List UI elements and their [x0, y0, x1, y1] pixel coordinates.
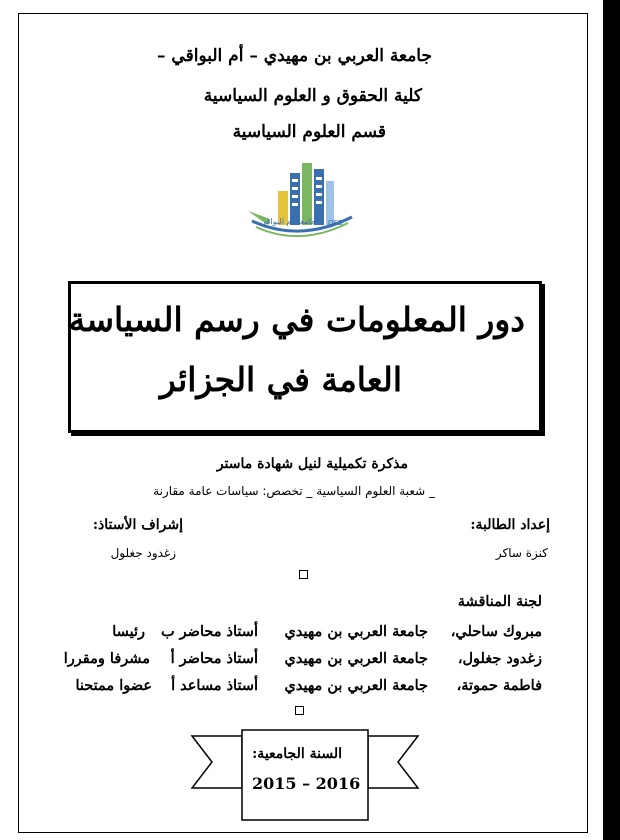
- member-rank: أستاذ محاضر ب: [160, 623, 258, 640]
- department-name: قسم العلوم السياسية: [232, 122, 386, 142]
- student-name: كنزة ساكر: [495, 546, 548, 560]
- member-university: جامعة العربي بن مهيدي: [284, 650, 428, 667]
- scan-edge: [603, 0, 620, 840]
- university-name: جامعة العربي بن مهيدي – أم البواقي –: [157, 46, 432, 66]
- member-university: جامعة العربي بن مهيدي: [284, 677, 428, 694]
- supervisor-label: إشراف الأستاذ:: [92, 517, 183, 533]
- thesis-branch: _ شعبة العلوم السياسية _ تخصص: سياسات عامة مقارنة: [153, 484, 435, 498]
- member-role: رئيسا: [112, 623, 145, 640]
- logo-graphic: [240, 155, 360, 245]
- thesis-type: مذكرة تكميلية لنيل شهادة ماستر: [216, 456, 408, 472]
- member-name: زغدود جغلول،: [457, 650, 542, 667]
- supervisor-name: زغدود جغلول: [110, 546, 176, 560]
- member-rank: أستاذ محاضر أ: [170, 650, 258, 667]
- member-rank: أستاذ مساعد أ: [171, 677, 258, 694]
- university-logo: [240, 155, 360, 245]
- checkbox-symbol: [299, 570, 308, 579]
- title-line-1: دور المعلومات في رسم السياسة: [68, 300, 525, 339]
- member-name: فاطمة حموتة،: [456, 677, 542, 694]
- logo-text: جامعة أم البواقي: [260, 217, 316, 226]
- member-university: جامعة العربي بن مهيدي: [284, 623, 428, 640]
- title-line-2: العامة في الجزائر: [159, 360, 402, 399]
- faculty-name: كلية الحقوق و العلوم السياسية: [203, 86, 422, 106]
- checkbox-symbol: [295, 706, 304, 715]
- member-role: مشرفا ومقررا: [63, 650, 150, 667]
- student-label: إعداد الطالبة:: [470, 517, 550, 533]
- academic-year-value: 2015 – 2016: [252, 774, 361, 793]
- logo-text-latin: OEB: [328, 219, 343, 227]
- academic-year-label: السنة الجامعية:: [252, 746, 342, 762]
- member-role: عضوا ممتحنا: [75, 677, 152, 694]
- academic-year-banner: [190, 722, 420, 830]
- member-name: مبروك ساحلي،: [450, 623, 542, 640]
- committee-label: لجنة المناقشة: [457, 593, 542, 610]
